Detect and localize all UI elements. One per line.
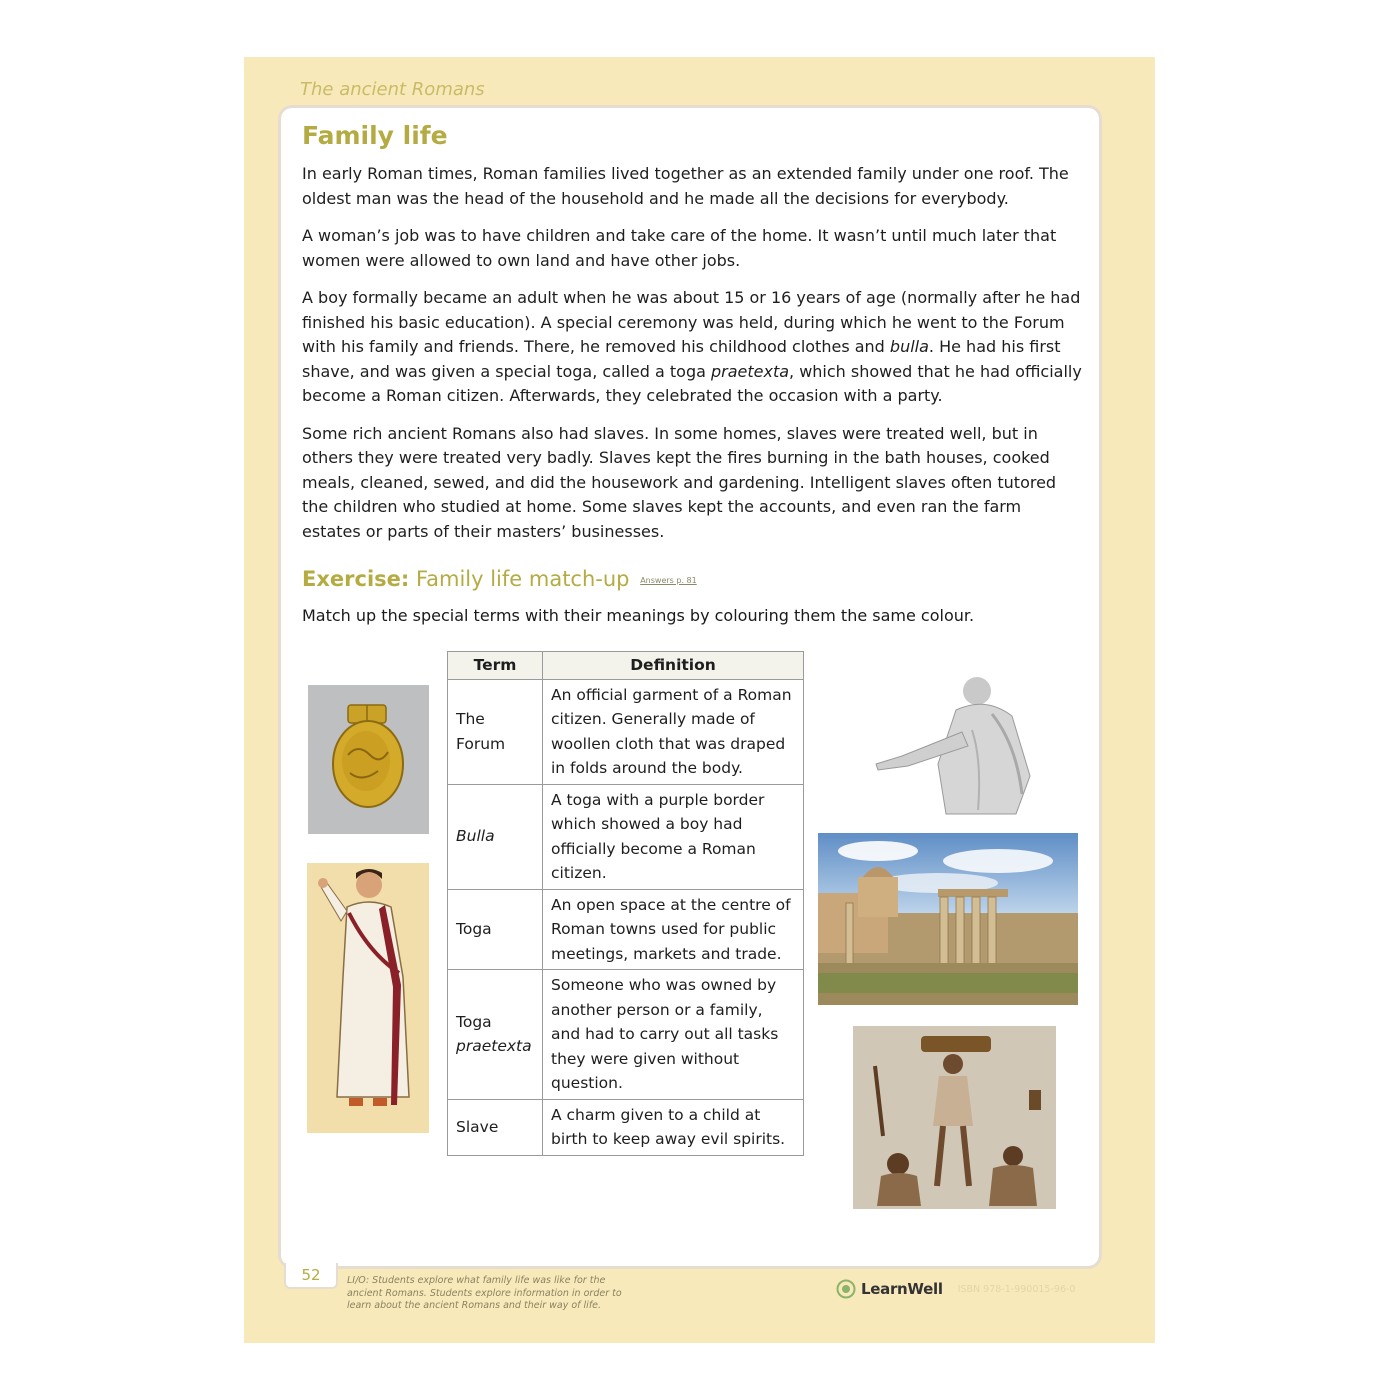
content-body — [302, 118, 1082, 625]
header-definition: Definition — [543, 652, 804, 680]
table-row[interactable] — [448, 1099, 804, 1155]
term-text: Toga — [456, 920, 492, 938]
paragraph-4: Some rich ancient Romans also had slaves. In some homes, slaves were treated well, but in others they were treated very badly. Slaves kept the fires burning in the bath houses, cooked meals, cleaned, sewed, and did the housework and gardening. Intelligent slaves often tutored the children who studied at home. Some slaves kept the accounts, and even ran the farm estates or parts of their masters’ businesses. — [302, 423, 1057, 541]
page-title: Family life — [302, 121, 448, 150]
mosaic-image — [853, 1026, 1056, 1209]
term-text-italic: Bulla — [456, 827, 495, 846]
paragraph-3-part: , which showed that he had officially become a Roman citizen. Afterwards, they celebrated the occasion with a party. — [302, 361, 1082, 405]
paragraph-1: In early Roman times, Roman families lived together as an extended family under one roof. The oldest man was the head of the household and he made all the decisions for everybody. — [302, 164, 1069, 208]
header-term: Term — [448, 652, 543, 680]
brand-name: LearnWell — [861, 1280, 943, 1298]
isbn: ISBN 978-1-990015-96-0 — [957, 1283, 1076, 1295]
exercise-instruction: Match up the special terms with their meanings by colouring them the same colour. — [302, 606, 975, 625]
forum-illustration — [818, 833, 1078, 1005]
exercise-heading — [302, 564, 1082, 594]
statue-illustration — [852, 670, 1057, 816]
term-text-italic: praetexta — [456, 1037, 532, 1056]
table-row[interactable] — [448, 679, 804, 784]
page-number: 52 — [284, 1263, 338, 1289]
term-text: Slave — [456, 1117, 499, 1136]
exercise-label: Exercise: — [302, 567, 410, 591]
toga-boy-illustration — [307, 863, 429, 1133]
term-cell[interactable] — [448, 970, 543, 1100]
table-row[interactable] — [448, 889, 804, 970]
bulla-image — [308, 685, 429, 834]
term-text: Toga — [456, 1012, 492, 1031]
term-text: The Forum — [456, 710, 506, 753]
paragraph-3 — [302, 286, 1082, 409]
term-cell[interactable] — [448, 679, 543, 784]
term-praetexta: praetexta — [710, 361, 790, 381]
forum-image — [818, 833, 1078, 1005]
definition-cell[interactable]: An official garment of a Roman citizen. Generally made of woollen cloth that was draped in folds around the body. — [543, 679, 804, 784]
paragraph-3-part: A boy formally became an adult when he was about 15 or 16 years of age (normally after he had finished his basic education). A special ceremony was held, during which he went to the Forum with his family and friends. There, he removed his childhood clothes and — [302, 288, 1081, 356]
page — [244, 57, 1155, 1343]
mosaic-illustration — [853, 1026, 1056, 1209]
statue-image — [852, 670, 1057, 816]
publisher-brand — [836, 1279, 1075, 1299]
toga-boy-image — [307, 863, 429, 1133]
paragraph-2: A woman’s job was to have children and take care of the home. It wasn’t until much later that women were allowed to own land and have other jobs. — [302, 226, 1057, 270]
learning-intention: LI/O: Students explore what family life was like for the ancient Romans. Students explore information in order to learn about the ancient Romans and their way of life. — [347, 1275, 622, 1311]
paragraph-3-part: . He had his first shave, and was given a special toga, called a toga — [302, 337, 1061, 381]
learnwell-logo-icon — [836, 1279, 856, 1299]
table-header-row — [448, 652, 804, 680]
term-bulla: bulla — [889, 337, 929, 356]
content-panel — [278, 105, 1102, 1269]
exercise-title: Family life match-up — [415, 567, 630, 591]
bulla-illustration — [308, 685, 429, 834]
term-cell[interactable] — [448, 889, 543, 970]
running-head: The ancient Romans — [300, 79, 485, 100]
definition-cell[interactable]: Someone who was owned by another person or a family, and had to carry out all tasks they were given without question. — [543, 970, 804, 1100]
table-row[interactable] — [448, 784, 804, 889]
match-table — [447, 651, 804, 1156]
term-cell[interactable] — [448, 784, 543, 889]
definition-cell[interactable]: A toga with a purple border which showed a boy had officially become a Roman citizen. — [543, 784, 804, 889]
table-row[interactable] — [448, 970, 804, 1100]
answers-link[interactable]: Answers p. 81 — [640, 576, 697, 585]
term-cell[interactable] — [448, 1099, 543, 1155]
definition-cell[interactable]: An open space at the centre of Roman towns used for public meetings, markets and trade. — [543, 889, 804, 970]
definition-cell[interactable]: A charm given to a child at birth to keep away evil spirits. — [543, 1099, 804, 1155]
